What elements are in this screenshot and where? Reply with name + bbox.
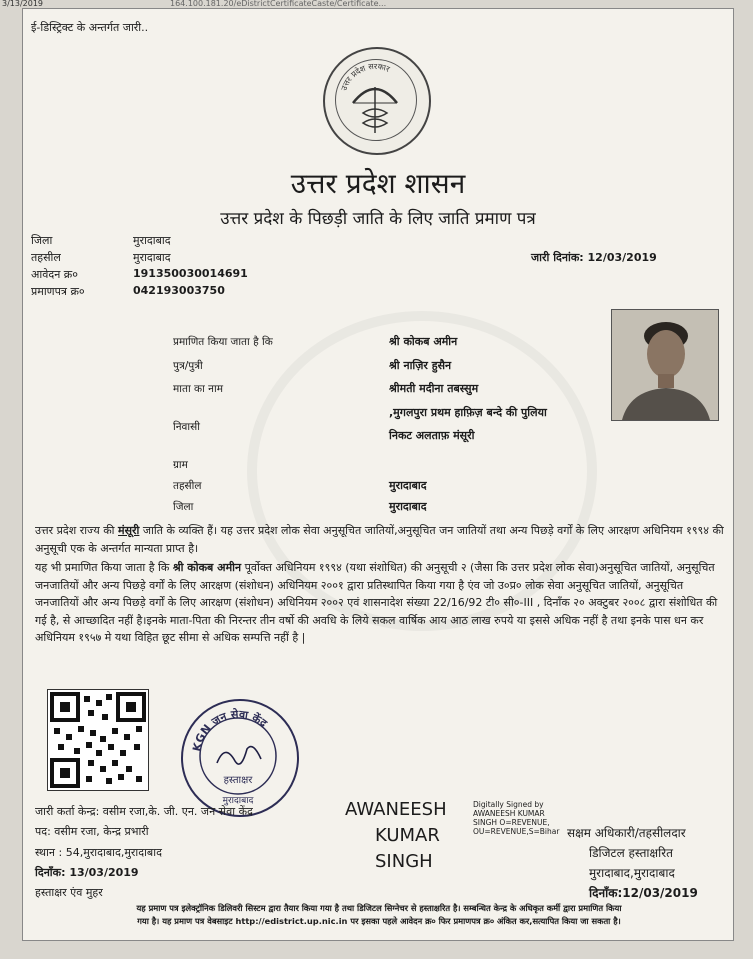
seal-place-text: मुरादाबाद <box>222 796 254 806</box>
meta-value-district: मुरादाबाद <box>133 234 171 247</box>
svg-text:उत्तर प्रदेश सरकार <box>339 62 391 92</box>
issuer-center: जारी कर्ता केन्द्र: वसीम रजा,के. जी. एन. जन सेवा केंद्र <box>35 805 253 818</box>
field-value-district: मुरादाबाद <box>389 500 427 513</box>
meta-value-application-no: 191350030014691 <box>133 267 248 280</box>
field-value-tehsil: मुरादाबाद <box>389 479 427 492</box>
seal-bottom-text: हस्ताक्षर <box>223 775 253 786</box>
field-value-address-line2: निकट अलताफ़ मंसूरी <box>389 429 475 442</box>
caste-statement: उत्तर प्रदेश राज्य की मंसूरी जाति के व्यक्ति हैं। यह उत्तर प्रदेश लोक सेवा अनुसूचित जातियों,अनुसूचित जन जातियों तथा अन्य पिछड़े वर्गों के लिए आरक्षण अधिनियम १९९४ की अनुसूची एक के अन्तर्गत मान्यता प्राप्त है। <box>35 524 724 555</box>
issue-date <box>531 250 657 265</box>
authority-digital: डिजिटल हस्ताक्षरित <box>589 846 673 860</box>
meta-label-certificate-no: प्रमाणपत्र क्र० <box>31 285 85 298</box>
qr-code-icon <box>48 690 148 790</box>
meta-label-district: जिला <box>31 234 53 247</box>
kgn-center-seal <box>181 699 299 817</box>
emblem-text: उत्तर प्रदेश सरकार <box>339 61 392 92</box>
signer-name-line3: SINGH <box>375 851 433 872</box>
applicant-photo <box>611 309 719 421</box>
field-label-certified: प्रमाणित किया जाता है कि <box>173 336 273 348</box>
certificate-page <box>22 8 734 941</box>
signature-details: Digitally Signed by AWANEESH KUMAR SINGH O=REVENUE, OU=REVENUE,S=Bihar <box>473 800 560 836</box>
meta-label-application-no: आवेदन क्र० <box>31 268 78 281</box>
issue-date-value: 12/03/2019 <box>587 251 657 264</box>
authority-title: सक्षम अधिकारी/तहसीलदार <box>567 826 686 840</box>
emblem-bow-fish-icon <box>323 47 427 151</box>
signer-name-line2: KUMAR <box>375 825 440 846</box>
field-label-mother: माता का नाम <box>173 383 223 395</box>
issuer-place: स्थान : 54,मुरादाबाद,मुरादाबाद <box>35 846 162 859</box>
issuer-signature-label: हस्ताक्षर एंव मुहर <box>35 886 103 899</box>
field-label-village: ग्राम <box>173 459 188 471</box>
document-title: उत्तर प्रदेश शासन <box>290 167 466 200</box>
signer-name-line1: AWANEESH <box>345 799 447 820</box>
verification-note: यह प्रमाण पत्र इलेक्ट्रॉनिक डिलिवरी सिस्टम द्वारा तैयार किया गया है तथा डिजिटल सिग्नेचर से हस्ताक्षरित है। सम्बन्धित केन्द्र के अधिकृत कर्मी द्वारा प्रमाणित किया गया है। यह प्रमाण पत्र वेबसाइट http://edistrict.up.nic.in पर इसका पहले आवेदन क्र० फिर प्रमाणपत्र क्र० अंकित कर,सत्यापित किया जा सकता है। <box>136 903 622 926</box>
field-value-address-line1: ,मुगलपुरा प्रथम हाफ़िज़ बन्दे की पुलिया <box>389 406 547 419</box>
meta-value-certificate-no: 042193003750 <box>133 284 225 297</box>
authority-date: दिनाँक:12/03/2019 <box>589 886 698 900</box>
eligibility-statement: यह भी प्रमाणित किया जाता है कि श्री कोकब अमीन पूर्वोक्त अधिनियम १९९४ (यथा संशोधित) की अनुसूची २ (जैसा कि उत्तर प्रदेश लोक सेवा)अनुसूचित जातियों, अनुसूचित जनजातियों और अन्य पिछड़े वर्गों के लिए आरक्षण (संशोधन) अधिनियम २००१ द्वारा प्रतिस्थापित किया गया है एंव जो उ०प्र० लोक सेवा अनुसूचित जातियों, अनुसूचित जनजातियों और अन्य पिछड़े वर्गों के लिए आरक्षण (संशोधन) अधिनियम २००२ एवं शासनादेश संख्या 22/16/92 टी० सी०-III , दिनाँक २० अक्टुबर २००८ द्वारा संशोधित की गई है, से आच्छादित नहीं है।इनके माता-पिता की निरन्तर तीन वर्षो की अवधि के लिये सकल वार्षिक आय आठ लाख रुपये या इससे अधिक नहीं है तथा इनके पास धन कर अधिनियम १९५७ मे यथा विहित छूट सीमा से अधिक सम्पत्ति नहीं है | <box>35 561 718 644</box>
qr-code <box>47 689 149 791</box>
print-url: 164.100.181.20/eDistrictCertificateCaste/Certificate... <box>170 0 387 8</box>
header-note: ई-डिस्ट्रिक्ट के अन्तर्गत जारी.. <box>31 21 149 34</box>
browser-print-header <box>0 0 753 8</box>
field-label-resident: निवासी <box>173 421 200 433</box>
caste-name: मंसूरी <box>118 524 140 537</box>
authority-place: मुरादाबाद,मुरादाबाद <box>589 866 675 880</box>
seal-stamp-icon <box>181 699 295 813</box>
field-value-mother: श्रीमती मदीना तबस्सुम <box>389 382 479 395</box>
seal-top-text: KGN जन सेवा केंद्र <box>190 707 270 753</box>
eligibility-name: श्री कोकब अमीन <box>172 561 242 574</box>
svg-text:KGN जन सेवा केंद्र <box>190 707 270 753</box>
issuer-date: दिनाँक: 13/03/2019 <box>35 866 139 879</box>
field-value-name: श्री कोकब अमीन <box>389 335 458 348</box>
print-date: 3/13/2019 <box>2 0 44 8</box>
field-label-district: जिला <box>173 501 194 513</box>
field-label-tehsil: तहसील <box>173 480 202 492</box>
meta-label-tehsil: तहसील <box>31 251 61 264</box>
meta-value-tehsil: मुरादाबाद <box>133 251 171 264</box>
issue-date-label: जारी दिनांक: <box>531 251 584 264</box>
field-value-father: श्री नाज़िर हुसैन <box>389 359 452 372</box>
person-photo-icon <box>612 310 718 420</box>
up-government-emblem <box>323 47 431 155</box>
document-subtitle: उत्तर प्रदेश के पिछड़ी जाति के लिए जाति प्रमाण पत्र <box>220 209 536 229</box>
issuer-post: पद: वसीम रजा, केन्द्र प्रभारी <box>35 825 149 838</box>
field-label-son-daughter: पुत्र/पुत्री <box>173 360 203 372</box>
